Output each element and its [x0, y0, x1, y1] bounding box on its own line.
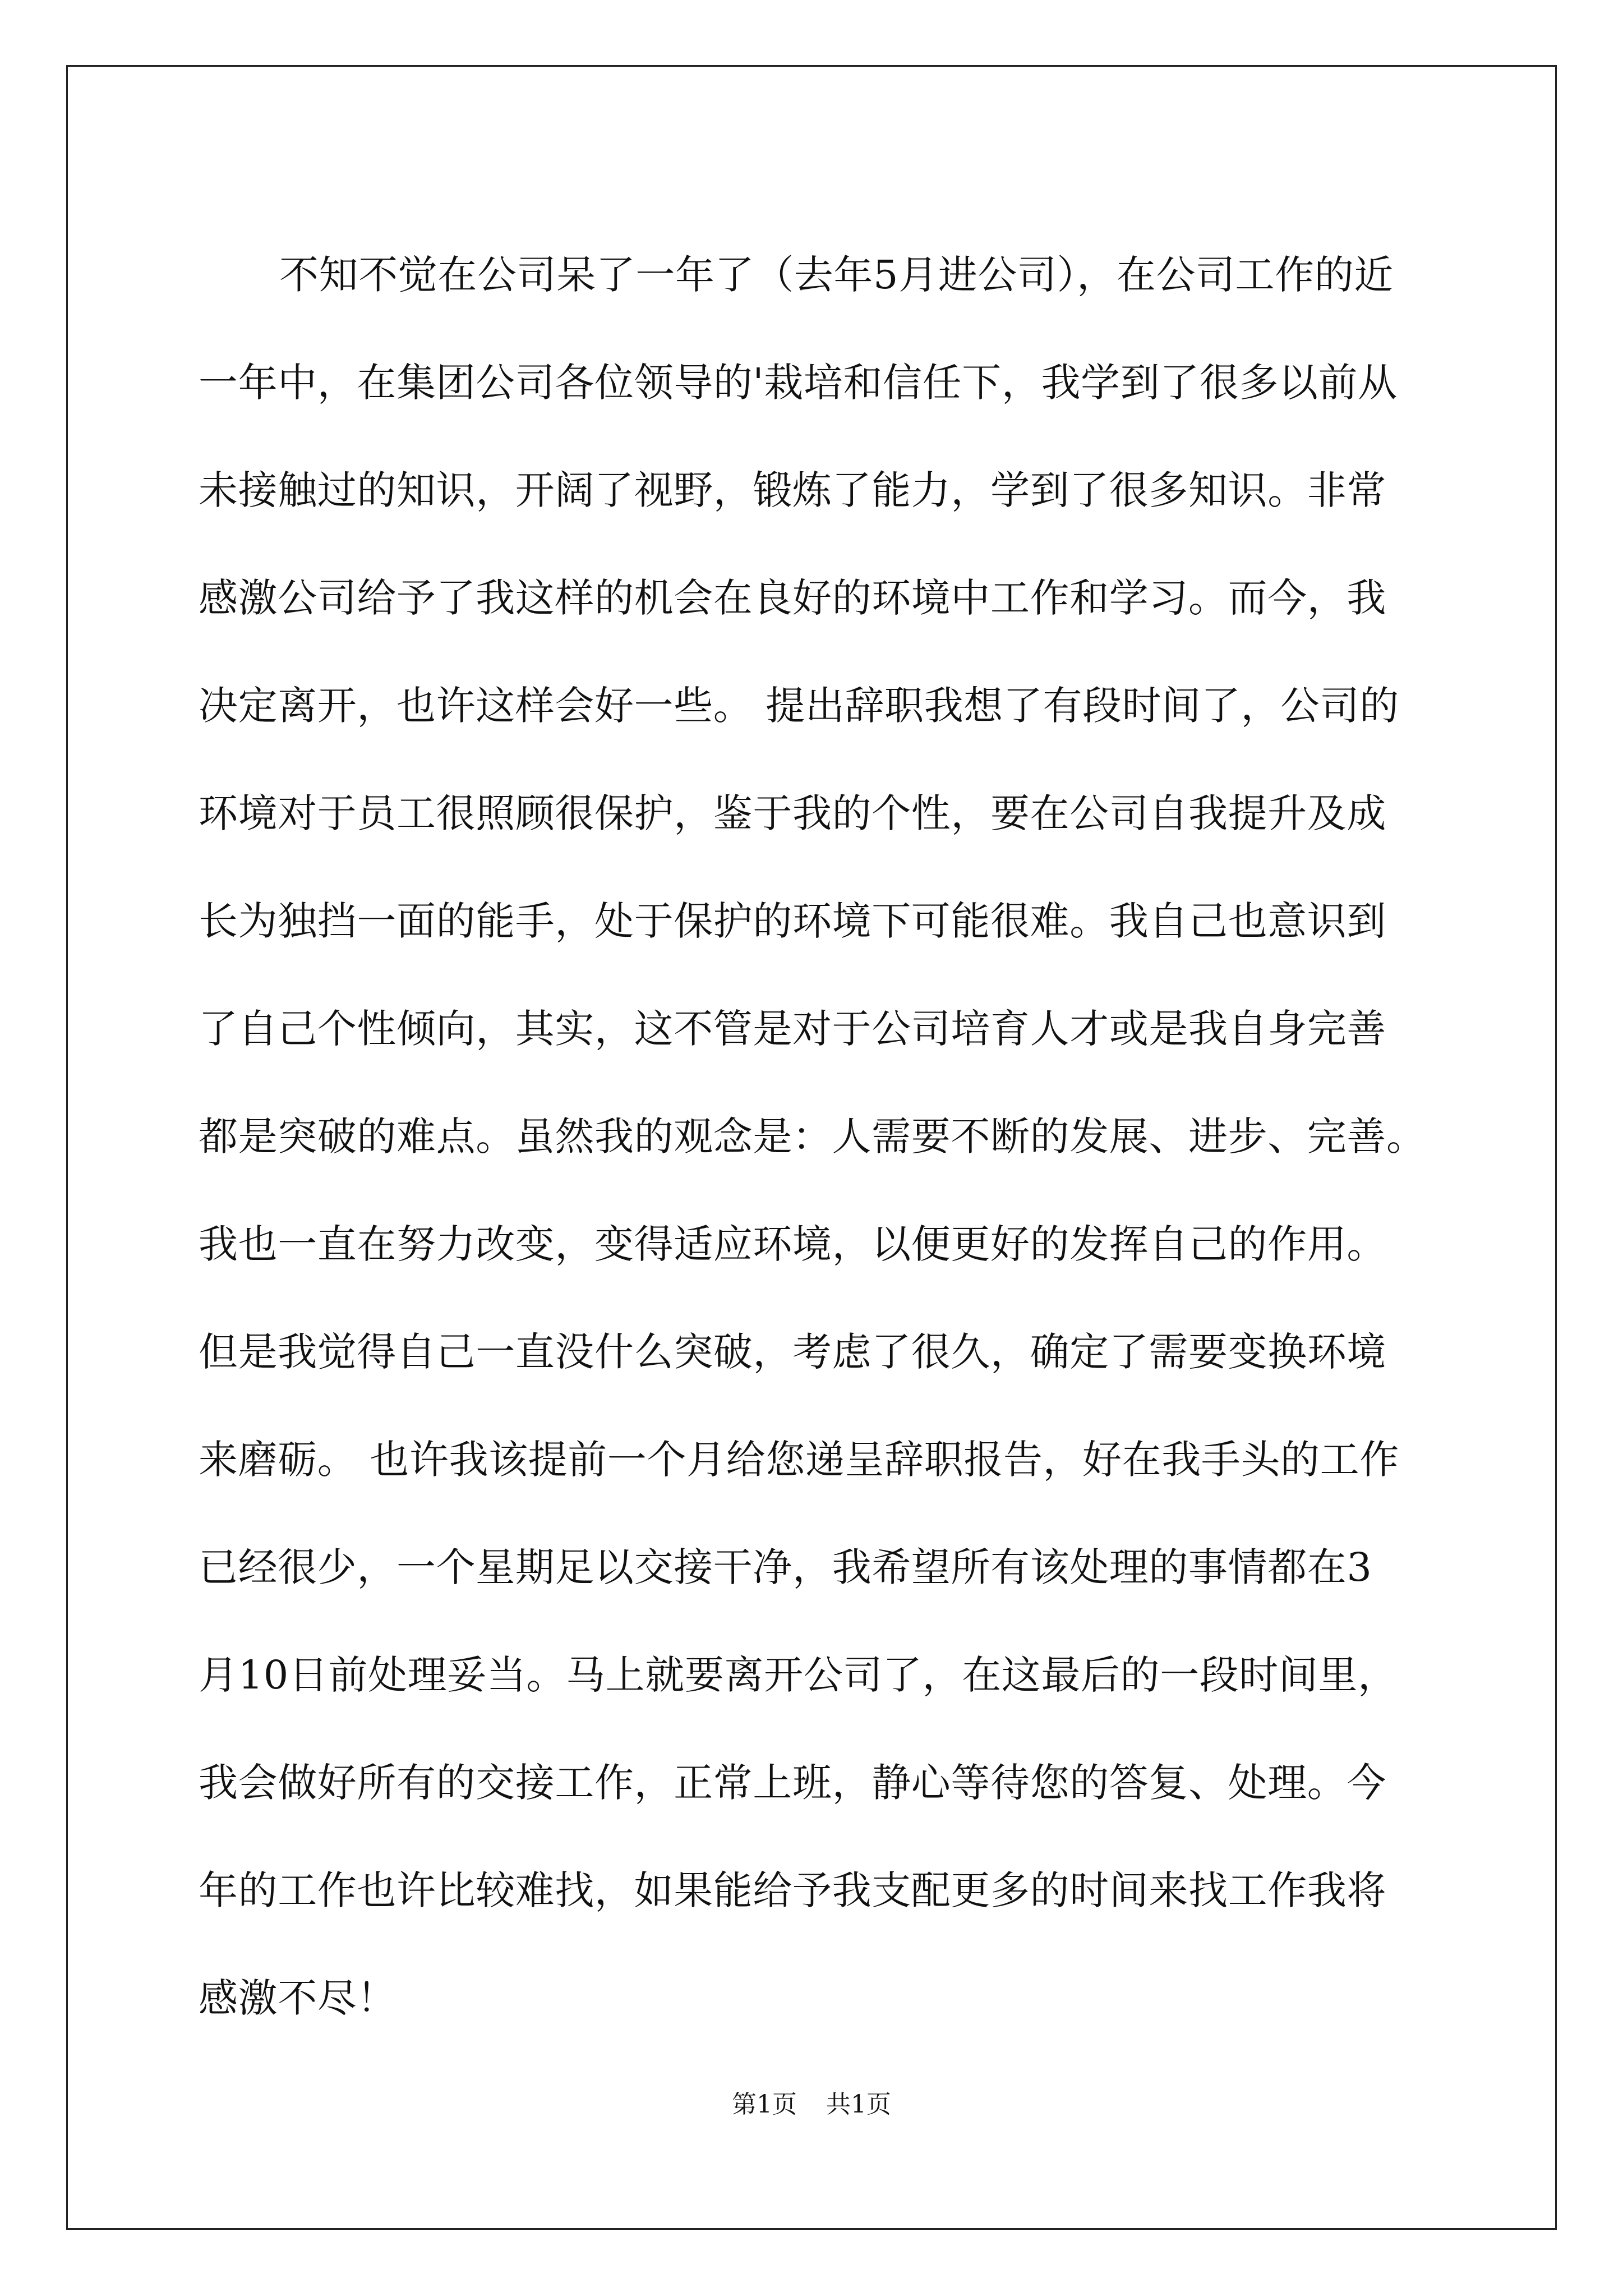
text-line: 长为独挡一面的能手，处于保护的环境下可能很难。我自己也意识到	[199, 898, 1386, 944]
text-line: 但是我觉得自己一直没什么突破，考虑了很久，确定了需要变换环境	[199, 1329, 1386, 1375]
text-line: 已经很少，一个星期足以交接干净，我希望所有该处理的事情都在3	[199, 1544, 1372, 1590]
page-total: 共1页	[826, 2090, 891, 2119]
text-line: 决定离开，也许这样会好一些。 提出辞职我想了有段时间了，公司的	[199, 683, 1399, 729]
text-line: 来磨砺。 也许我该提前一个月给您递呈辞职报告，好在我手头的工作	[199, 1437, 1399, 1483]
letter-body	[199, 221, 1426, 2052]
text-line: 月10日前处理妥当。马上就要离开公司了，在这最后的一段时间里，	[199, 1652, 1398, 1698]
text-line: 未接触过的知识，开阔了视野，锻炼了能力，学到了很多知识。非常	[199, 467, 1386, 513]
page-number: 第1页	[732, 2090, 797, 2119]
text-line: 环境对于员工很照顾很保护，鉴于我的个性，要在公司自我提升及成	[199, 790, 1386, 836]
text-line: 感激公司给予了我这样的机会在良好的环境中工作和学习。而今，我	[199, 575, 1386, 621]
text-line: 了自己个性倾向，其实，这不管是对于公司培育人才或是我自身完善	[199, 1006, 1386, 1052]
text-line: 不知不觉在公司呆了一年了（去年5月进公司），在公司工作的近	[279, 252, 1394, 298]
text-line: 年的工作也许比较难找，如果能给予我支配更多的时间来找工作我将	[199, 1867, 1386, 1913]
text-line: 都是突破的难点。虽然我的观念是：人需要不断的发展、进步、完善。	[199, 1114, 1426, 1159]
text-line: 我也一直在努力改变，变得适应环境，以便更好的发挥自己的作用。	[199, 1221, 1386, 1267]
text-line: 一年中，在集团公司各位领导的'栽培和信任下，我学到了很多以前从	[199, 360, 1398, 406]
page-footer	[0, 2088, 1623, 2122]
text-line: 感激不尽！	[199, 1975, 396, 2021]
text-line: 我会做好所有的交接工作，正常上班，静心等待您的答复、处理。今	[199, 1760, 1386, 1806]
